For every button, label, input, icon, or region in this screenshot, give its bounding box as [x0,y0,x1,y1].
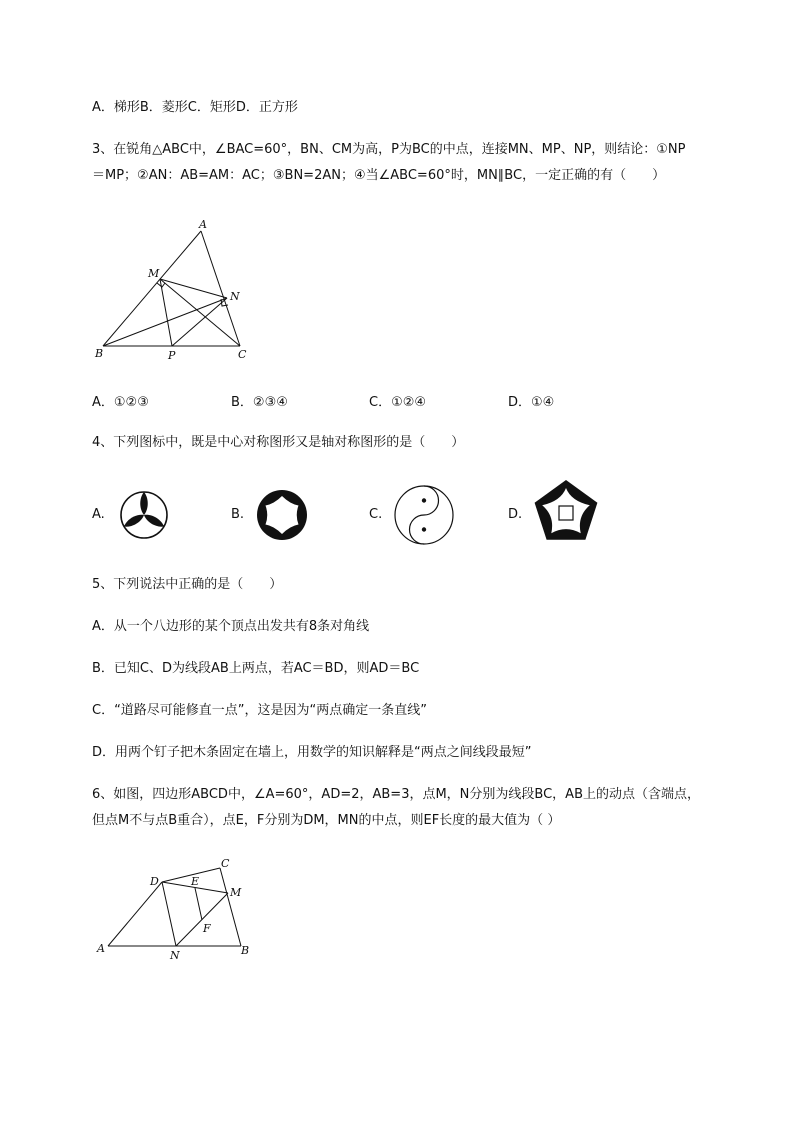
q6-side-cb [220,868,241,946]
q6-label-n: N [170,949,180,962]
q6-segment-dn [162,882,176,946]
q6-side-ad [108,882,162,946]
q4-option-c-letter: C. [369,507,383,522]
q5-option-d: D．用两个钉子把木条固定在墙上，用数学的知识解释是“两点之间线段最短” [92,745,532,760]
q6-label-a: A [97,942,105,955]
q3-option-b: B．②③④ [231,395,288,410]
q4-option-d-letter: D. [508,507,523,522]
q5-option-a: A．从一个八边形的某个顶点出发共有8条对角线 [92,619,370,634]
q3-label-c: C [238,348,247,361]
q6-label-m: M [230,886,242,899]
q3-label-a: A [199,218,207,231]
q3-stem-line1: 3、在锐角△ABC中，∠BAC=60°，BN、CM为高，P为BC的中点，连接MN、MP、NP，则结论：①NP [92,142,686,157]
q3-label-b: B [95,347,104,360]
q3-stem-line2: ＝MP；②AN：AB=AM：AC；③BN=2AN；④当∠ABC=60°时，MN∥BC，一定正确的有（ ） [92,168,666,183]
q3-label-p: P [168,349,176,362]
q3-label-m: M [148,267,160,280]
q6-stem-line1: 6、如图，四边形ABCD中，∠A=60°，AD=2，AB=3，点M，N分别为线段BC，AB上的动点（含端点， [92,787,700,802]
q6-stem-line2: 但点M不与点B重合），点E，F分别为DM，MN的中点，则EF长度的最大值为（ ） [92,813,561,828]
q3-label-n: N [230,290,240,303]
q4-option-a-letter: A. [92,507,105,522]
q3-option-a: A．①②③ [92,395,149,410]
q2-options: A．梯形B．菱形C．矩形D．正方形 [92,100,298,115]
q4-stem: 4、下列图标中，既是中心对称图形又是轴对称图形的是（ ） [92,435,465,450]
q4-option-b-letter: B. [231,507,245,522]
q3-option-c: C．①②④ [369,395,427,410]
q6-label-b: B [241,944,250,957]
q5-option-b: B．已知C、D为线段AB上两点，若AC＝BD，则AD＝BC [92,661,420,676]
q3-option-d: D．①④ [508,395,555,410]
q6-label-c: C [221,857,230,870]
q6-label-f: F [203,922,211,935]
q5-option-c: C．“道路尽可能修直一点”，这是因为“两点确定一条直线” [92,703,428,718]
q6-segment-ef [195,888,202,920]
q6-label-e: E [191,875,200,888]
q5-stem: 5、下列说法中正确的是（ ） [92,577,283,592]
q6-label-d: D [150,875,159,888]
